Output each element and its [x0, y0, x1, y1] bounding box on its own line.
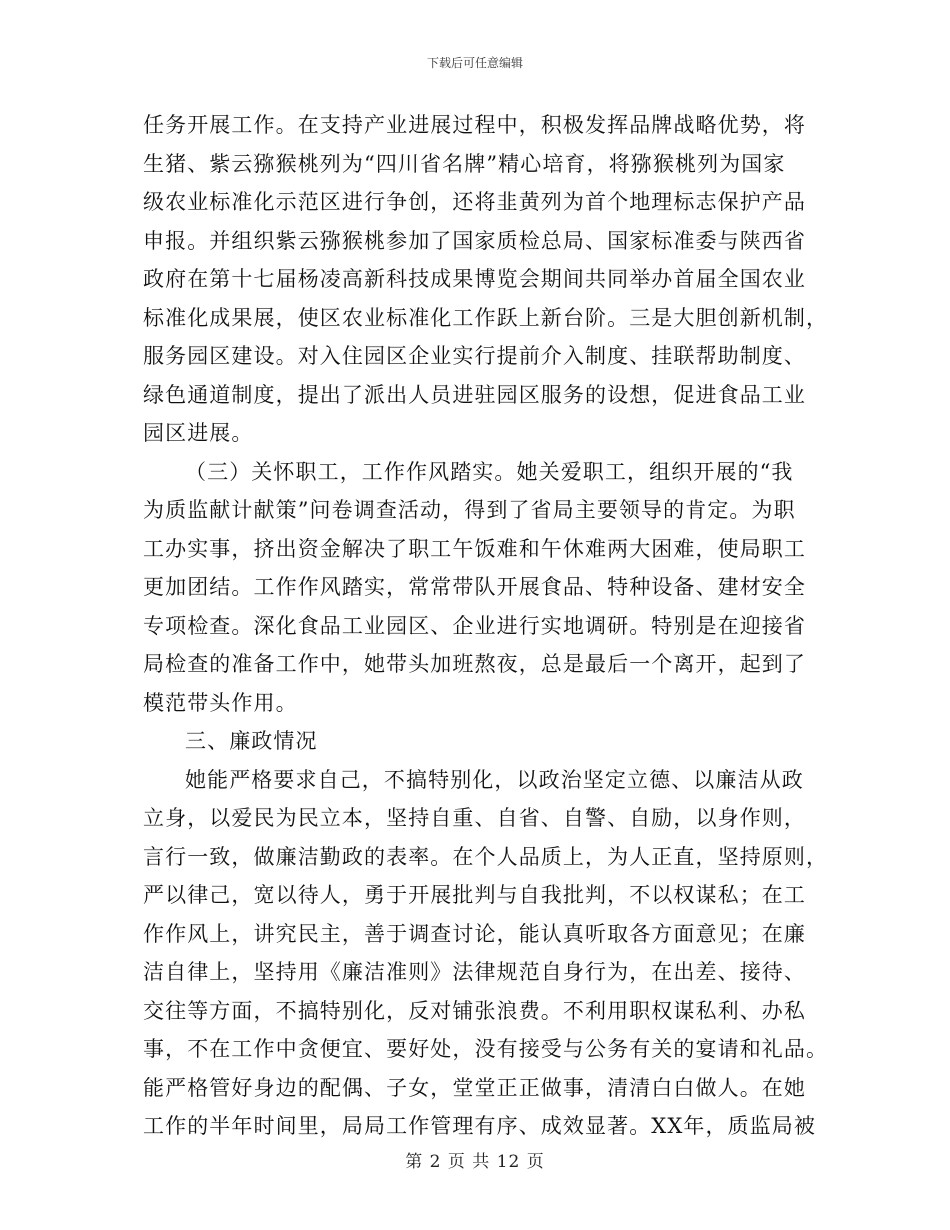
text-line: 交往等方面，不搞特别化，反对铺张浪费。不利用职权谋私利、办私: [143, 998, 806, 1023]
text-line: （三）关怀职工，工作作风踏实。她关爱职工，组织开展的“我: [185, 459, 794, 484]
text-line: 服务园区建设。对入住园区企业实行提前介入制度、挂联帮助制度、: [143, 344, 806, 368]
header-note: 下载后可任意编辑: [426, 56, 523, 70]
text-line: 三、廉政情况: [185, 729, 318, 753]
text-line: 局检查的准备工作中，她带头加班熬夜，总是最后一个离开，起到了: [143, 652, 806, 676]
text-line: 标准化成果展，使区农业标准化工作跃上新台阶。三是大胆创新机制，: [143, 305, 829, 330]
text-line: 为质监献计献策”问卷调查活动，得到了省局主要领导的肯定。为职: [143, 498, 796, 522]
text-line: 工作的半年时间里，局局工作管理有序、成效显著。XX年，质监局被: [143, 1114, 816, 1138]
text-line: 级农业标准化示范区进行争创，还将韭黄列为首个地理标志保护产品: [143, 190, 806, 214]
text-line: 能严格管好身边的配偶、子女，堂堂正正做事，清清白白做人。在她: [143, 1075, 806, 1100]
text-line: 生猪、紫云猕猴桃列为“四川省名牌”精心培育，将猕猴桃列为国家: [143, 151, 786, 176]
text-line: 政府在第十七届杨凌高新科技成果博览会期间共同举办首届全国农业: [143, 267, 806, 291]
text-line: 任务开展工作。在支持产业进展过程中，积极发挥品牌战略优势，将: [143, 113, 806, 137]
text-line: 言行一致，做廉洁勤政的表率。在个人品质上，为人正直，坚持原则，: [143, 844, 829, 869]
text-line: 模范带头作用。: [143, 690, 298, 715]
document-body: [143, 106, 829, 1146]
text-line: 事，不在工作中贪便宜、要好处，没有接受与公务有关的宴请和礼品。: [143, 1037, 829, 1061]
text-line: 工办实事，挤出资金解决了职工午饭难和午休难两大困难，使局职工: [143, 536, 806, 561]
text-line: 绿色通道制度，提出了派出人员进驻园区服务的设想，促进食品工业: [143, 382, 806, 407]
text-line: 作作风上，讲究民主，善于调查讨论，能认真听取各方面意见；在廉: [143, 921, 806, 946]
text-line: 严以律己，宽以待人，勇于开展批判与自我批判，不以权谋私；在工: [143, 883, 806, 907]
text-line: 立身，以爱民为民立本，坚持自重、自省、自警、自励，以身作则，: [143, 806, 806, 830]
text-line: 申报。并组织紫云猕猴桃参加了国家质检总局、国家标准委与陕西省: [143, 228, 806, 253]
page-number: 第 2 页 共 12 页: [405, 1152, 545, 1172]
text-line: 专项检查。深化食品工业园区、企业进行实地调研。特别是在迎接省: [143, 613, 806, 638]
text-line: 她能严格要求自己，不搞特别化，以政治坚定立德、以廉洁从政: [185, 767, 804, 792]
text-line: 园区进展。: [143, 421, 254, 445]
text-line: 更加团结。工作作风踏实，常常带队开展食品、特种设备、建材安全: [143, 575, 806, 599]
text-line: 洁自律上，坚持用《廉洁准则》法律规范自身行为，在出差、接待、: [143, 960, 806, 984]
